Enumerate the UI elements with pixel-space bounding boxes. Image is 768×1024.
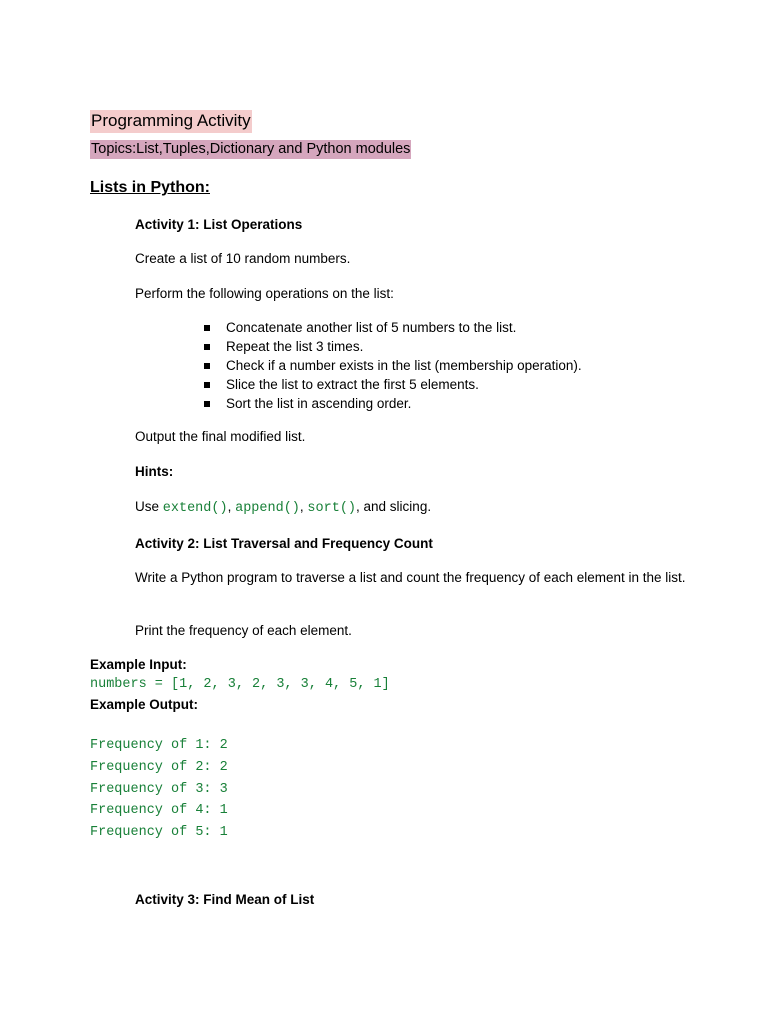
list-item: Slice the list to extract the first 5 elements. (203, 375, 582, 394)
activity-1-intro: Create a list of 10 random numbers. (135, 251, 351, 266)
activity-3-heading: Activity 3: Find Mean of List (135, 892, 315, 907)
activity-1-output-text: Output the final modified list. (135, 429, 306, 444)
code-line: Frequency of 2: 2 (90, 759, 228, 775)
example-input-label: Example Input: (90, 657, 187, 672)
activity-2-print-text: Print the frequency of each element. (135, 623, 352, 638)
activity-2-description: Write a Python program to traverse a list and count the frequency of each element in the list. (135, 570, 686, 585)
list-item: Concatenate another list of 5 numbers to the list. (203, 318, 582, 337)
example-output-code-block (90, 735, 228, 844)
code-extend: extend() (162, 501, 228, 516)
section-heading: Lists in Python: (90, 179, 210, 196)
activity-1-heading: Activity 1: List Operations (135, 217, 303, 232)
square-bullet-icon (204, 325, 210, 331)
square-bullet-icon (204, 363, 210, 369)
code-append: append() (235, 501, 300, 516)
code-line: Frequency of 5: 1 (90, 825, 228, 841)
square-bullet-icon (204, 344, 210, 350)
list-item: Check if a number exists in the list (membership operation). (203, 356, 582, 375)
topics-line: Topics:List,Tuples,Dictionary and Python modules (91, 141, 411, 157)
square-bullet-icon (204, 401, 210, 407)
code-line: Frequency of 3: 3 (90, 781, 228, 797)
document-title: Programming Activity (90, 110, 252, 133)
operations-list (203, 318, 582, 413)
code-line: Frequency of 4: 1 (90, 803, 228, 819)
activity-1-instruction: Perform the following operations on the list: (135, 286, 394, 301)
example-output-label: Example Output: (90, 697, 199, 712)
activity-2-heading: Activity 2: List Traversal and Frequency Count (135, 536, 433, 551)
list-item: Repeat the list 3 times. (203, 337, 582, 356)
hint-line: Use extend(), append(), sort(), and slicing. (135, 499, 432, 516)
code-sort: sort() (307, 501, 357, 516)
list-item: Sort the list in ascending order. (203, 394, 582, 413)
square-bullet-icon (204, 382, 210, 388)
example-input-code: numbers = [1, 2, 3, 2, 3, 3, 4, 5, 1] (90, 677, 390, 692)
hints-label: Hints: (135, 464, 174, 479)
code-line: Frequency of 1: 2 (90, 738, 228, 753)
